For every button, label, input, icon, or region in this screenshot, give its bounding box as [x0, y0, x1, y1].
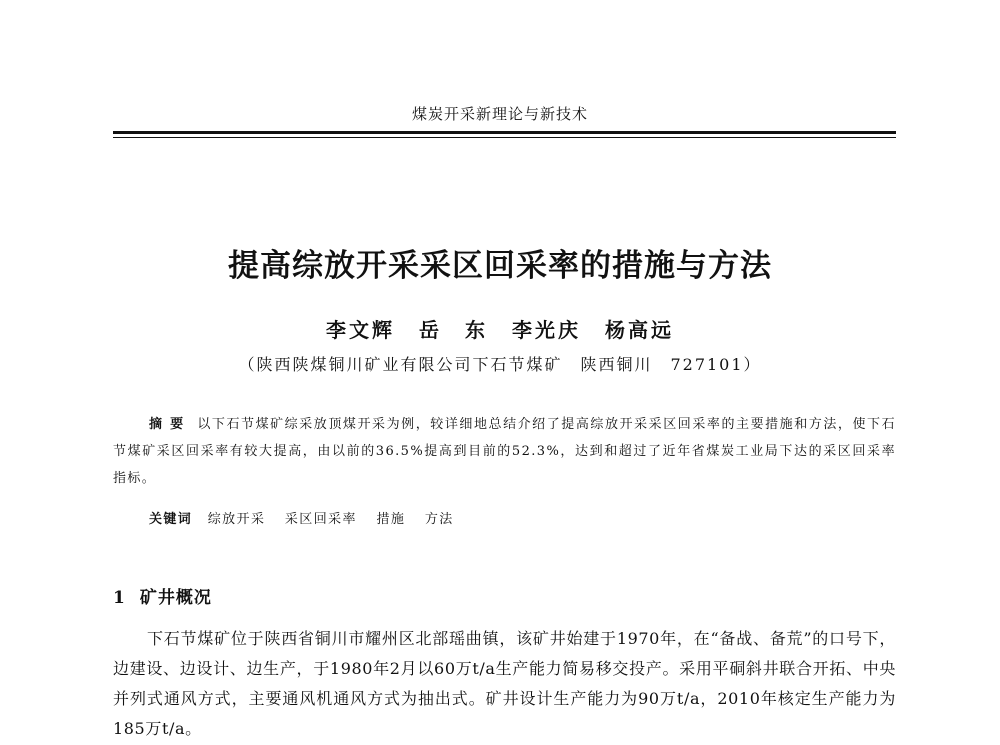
- section-number: 1: [113, 588, 126, 608]
- keyword: 措施: [376, 512, 406, 527]
- author-name: 岳 东: [419, 318, 489, 342]
- running-head: 煤炭开采新理论与新技术: [411, 105, 588, 123]
- keyword: 综放开采: [207, 512, 266, 527]
- affiliation: （陕西陕煤铜川矿业有限公司下石节煤矿 陕西铜川 727101）: [238, 355, 762, 374]
- abstract-label: 摘要: [149, 417, 192, 432]
- abstract: [113, 411, 896, 492]
- keywords-label: 关键词: [149, 512, 193, 527]
- author-name: 杨高远: [604, 318, 674, 342]
- keywords: [149, 508, 468, 527]
- header-rule-thin: [113, 137, 896, 138]
- author-name: 李文辉: [326, 318, 396, 342]
- body-paragraph: 下石节煤矿位于陕西省铜川市耀州区北部瑶曲镇，该矿井始建于1970年，在“备战、备荒”的口号下，边建设、边设计、边生产，于1980年2月以60万t/a生产能力简易移交投产。采用平硐斜井联合开拓、中央并列式通风方式，主要通风机通风方式为抽出式。矿井设计生产能力为90万t/a，2010年核定生产能力为185万t/a。: [113, 629, 896, 738]
- keyword: 方法: [424, 512, 454, 527]
- header-rule-thick: [113, 131, 896, 134]
- paper-title: 提高综放开采采区回采率的措施与方法: [228, 248, 772, 284]
- abstract-text: 以下石节煤矿综采放顶煤开采为例，较详细地总结介绍了提高综放开采采区回采率的主要措施和方法，使下石节煤矿采区回采率有较大提高，由以前的36.5%提高到目前的52.3%，达到和超过了近年省煤炭工业局下达的采区回采率指标。: [113, 417, 896, 486]
- section-title: 矿井概况: [139, 588, 212, 608]
- author-name: 李光庆: [511, 318, 581, 342]
- section-heading: [113, 583, 212, 608]
- keyword: 采区回采率: [284, 512, 357, 527]
- author-list: [0, 314, 1000, 343]
